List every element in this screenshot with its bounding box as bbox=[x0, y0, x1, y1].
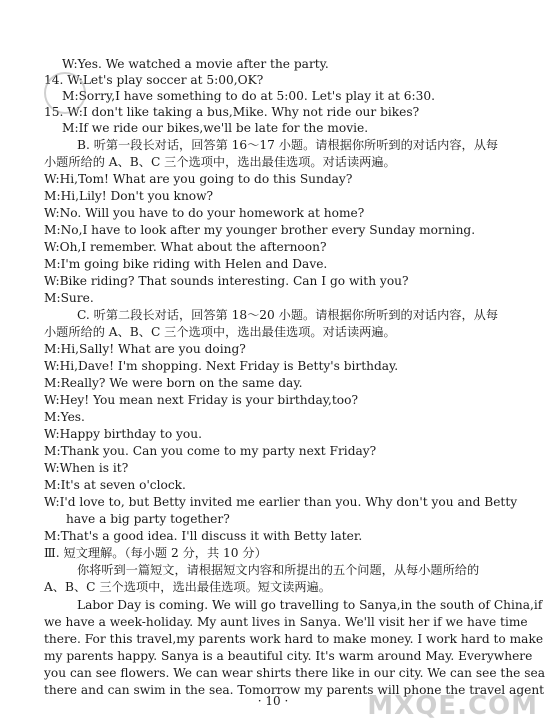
text-line: 你将听到一篇短文，请根据短文内容和所提出的五个问题，从每小题所给的 bbox=[77, 563, 480, 577]
text-line: have a big party together? bbox=[66, 512, 230, 526]
text-line: C. 听第二段长对话，回答第 18～20 小题。请根据你所听到的对话内容，从每 bbox=[77, 308, 499, 322]
text-line: M:If we ride our bikes,we'll be late for the movie. bbox=[62, 121, 369, 135]
text-line: M:Sorry,I have something to do at 5:00. Let's play it at 6:30. bbox=[62, 89, 436, 103]
stamp-watermark-icon bbox=[44, 72, 86, 114]
text-line: 14. W:Let's play soccer at 5:00,OK? bbox=[44, 73, 264, 87]
text-line: W:Oh,I remember. What about the afternoon? bbox=[44, 240, 327, 254]
text-line: 小题所给的 A、B、C 三个选项中，选出最佳选项。对话读两遍。 bbox=[44, 155, 396, 169]
text-line: M:Hi,Lily! Don't you know? bbox=[44, 189, 214, 203]
text-line: Ⅲ. 短文理解。（每小题 2 分，共 10 分） bbox=[44, 546, 267, 560]
text-line: M:Thank you. Can you come to my party next Friday? bbox=[44, 444, 377, 458]
text-line: M:Sure. bbox=[44, 291, 94, 305]
text-line: there and can swim in the sea. Tomorrow my parents will phone the travel agent bbox=[44, 683, 545, 697]
text-line: W:When is it? bbox=[44, 461, 129, 475]
text-line: M:I'm going bike riding with Helen and Dave. bbox=[44, 257, 328, 271]
text-line: you can see flowers. We can wear shirts there like in our city. We can see the sea bbox=[44, 666, 545, 680]
text-line: 15. W:I don't like taking a bus,Mike. Why not ride our bikes? bbox=[44, 105, 420, 119]
text-line: W:Bike riding? That sounds interesting. Can I go with you? bbox=[44, 274, 409, 288]
text-line: M:No,I have to look after my younger brother every Sunday morning. bbox=[44, 223, 476, 237]
site-watermark: MXQE.COM bbox=[367, 691, 538, 721]
page-number: · 10 · bbox=[257, 694, 289, 708]
text-line: there. For this travel,my parents work hard to make money. I work hard to make bbox=[44, 632, 544, 646]
text-line: B. 听第一段长对话，回答第 16～17 小题。请根据你所听到的对话内容，从每 bbox=[77, 138, 499, 152]
text-line: W:No. Will you have to do your homework at home? bbox=[44, 206, 365, 220]
text-line: 小题所给的 A、B、C 三个选项中，选出最佳选项。对话读两遍。 bbox=[44, 325, 396, 339]
text-line: M:Really? We were born on the same day. bbox=[44, 376, 303, 390]
text-line: we have a week-holiday. My aunt lives in Sanya. We'll visit her if we have time bbox=[44, 615, 528, 629]
text-line: W:Hey! You mean next Friday is your birthday,too? bbox=[44, 393, 358, 407]
text-line: W:I'd love to, but Betty invited me earlier than you. Why don't you and Betty bbox=[44, 495, 518, 509]
text-line: M:Yes. bbox=[44, 410, 85, 424]
text-line: W:Hi,Tom! What are you going to do this Sunday? bbox=[44, 172, 353, 186]
text-line: W:Happy birthday to you. bbox=[44, 427, 202, 441]
text-line: M:Hi,Sally! What are you doing? bbox=[44, 342, 246, 356]
text-line: Labor Day is coming. We will go travelling to Sanya,in the south of China,if bbox=[77, 598, 543, 612]
text-line: W:Yes. We watched a movie after the party. bbox=[62, 57, 329, 71]
text-line: my parents happy. Sanya is a beautiful city. It's warm around May. Everywhere bbox=[44, 649, 533, 663]
text-line: M:It's at seven o'clock. bbox=[44, 478, 186, 492]
text-line: A、B、C 三个选项中，选出最佳选项。短文读两遍。 bbox=[44, 580, 331, 594]
text-line: W:Hi,Dave! I'm shopping. Next Friday is Betty's birthday. bbox=[44, 359, 399, 373]
text-line: M:That's a good idea. I'll discuss it with Betty later. bbox=[44, 529, 363, 543]
